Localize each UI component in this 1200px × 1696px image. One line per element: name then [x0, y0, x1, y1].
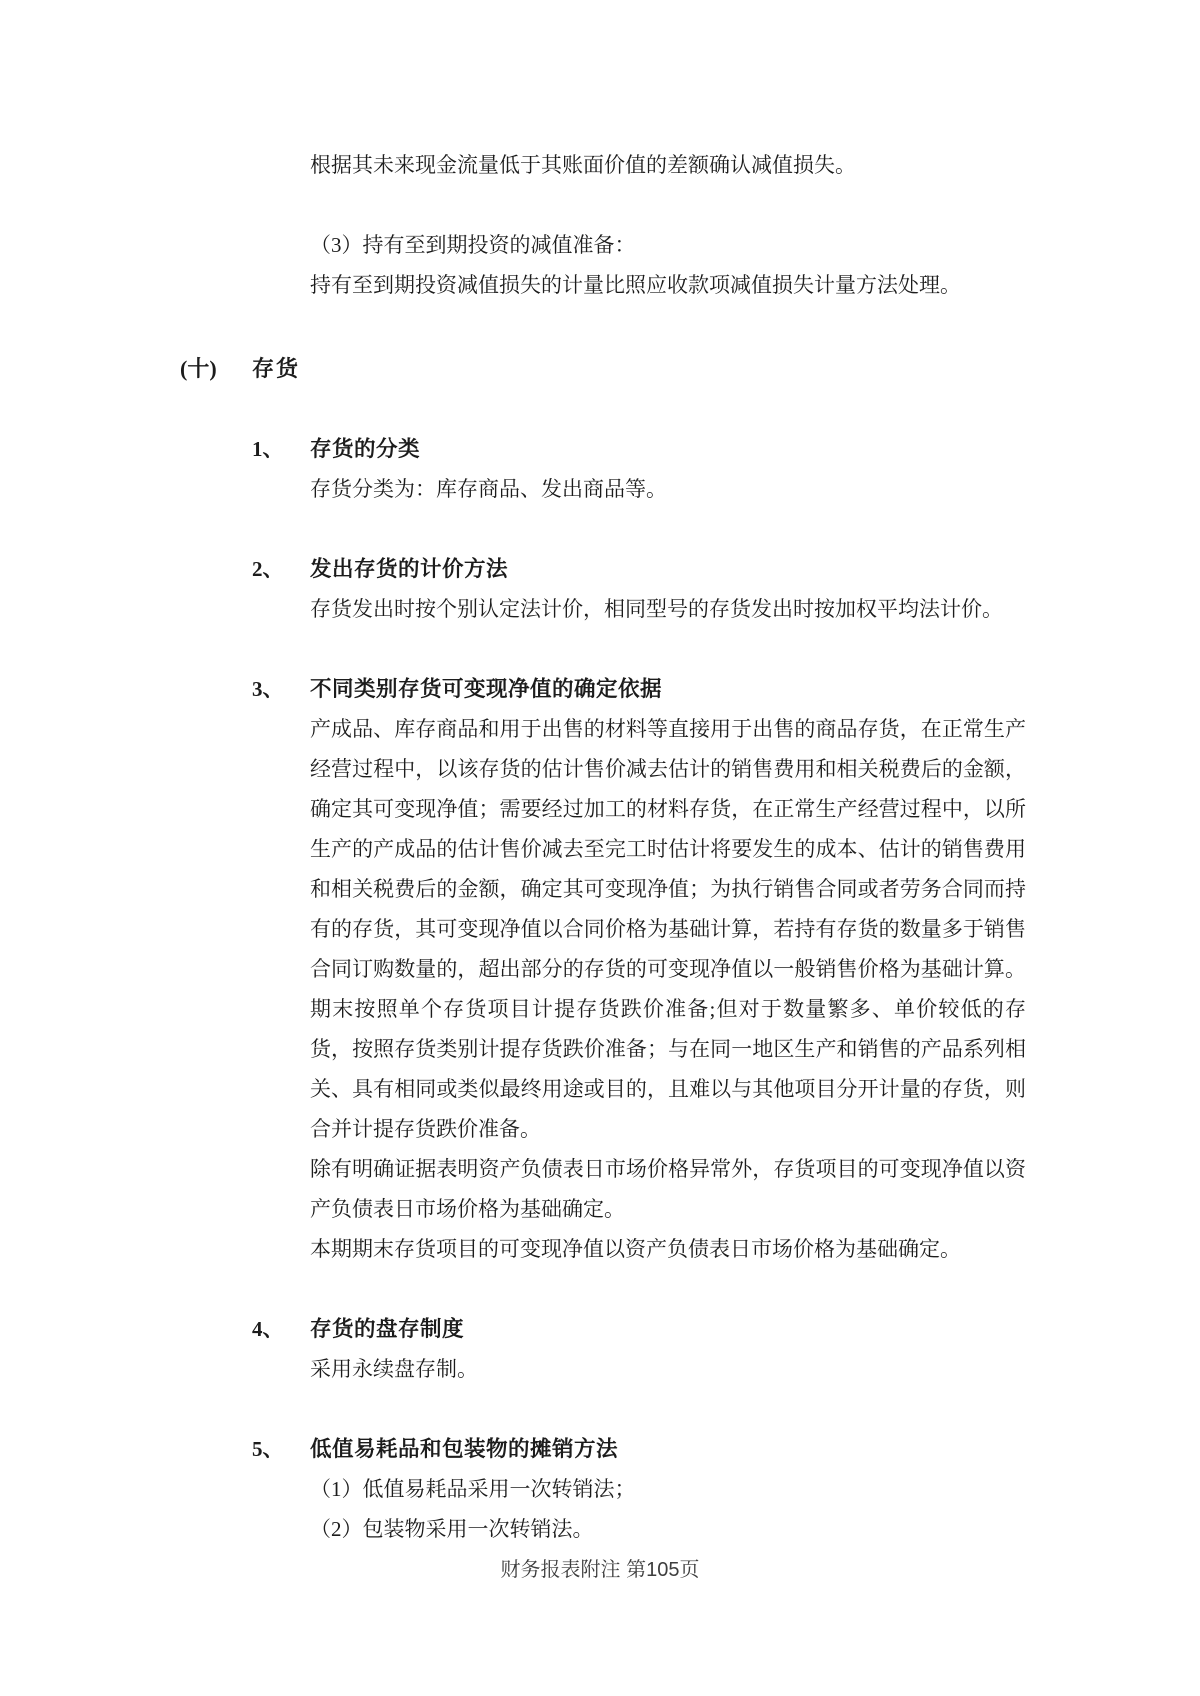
item-number: 2、 — [252, 557, 284, 581]
item-number: 5、 — [252, 1437, 284, 1461]
list-item — [252, 429, 1026, 509]
item-paragraph: 采用永续盘存制。 — [310, 1357, 478, 1381]
item-heading: 低值易耗品和包装物的摊销方法 — [310, 1437, 619, 1461]
item-number: 4、 — [252, 1317, 284, 1341]
item-paragraph: （1）低值易耗品采用一次转销法； — [310, 1477, 636, 1501]
item-number: 3、 — [252, 677, 284, 701]
item-heading: 发出存货的计价方法 — [310, 557, 509, 581]
item-paragraph: 本期期末存货项目的可变现净值以资产负债表日市场价格为基础确定。 — [310, 1237, 961, 1261]
item-body — [310, 469, 1026, 509]
section-title: 存货 — [252, 356, 301, 381]
list-item — [252, 669, 1026, 1269]
item-heading: 不同类别存货可变现净值的确定依据 — [310, 677, 663, 701]
spacer — [310, 305, 1026, 349]
item-paragraph: 存货分类为：库存商品、发出商品等。 — [310, 477, 667, 501]
item-number: 1、 — [252, 437, 284, 461]
item-body — [310, 1469, 1026, 1549]
item-heading-row — [252, 1309, 1026, 1349]
item-paragraph: 产成品、库存商品和用于出售的材料等直接用于出售的商品存货，在正常生产经营过程中，以该存货的估计售价减去估计的销售费用和相关税费后的金额，确定其可变现净值；需要经过加工的材料存货，在正常生产经营过程中，以所生产的产成品的估计售价减去至完工时估计将要发生的成本、估计的销售费用和相关税费后的金额，确定其可变现净值；为执行销售合同或者劳务合同而持有的存货，其可变现净值以合同价格为基础计算，若持有存货的数量多于销售合同订购数量的，超出部分的存货的可变现净值以一般销售价格为基础计算。期末按照单个存货项目计提存货跌价准备;但对于数量繁多、单价较低的存货，按照存货类别计提存货跌价准备；与在同一地区生产和销售的产品系列相关、具有相同或类似最终用途或目的，且难以与其他项目分开计量的存货，则合并计提存货跌价准备。 — [310, 717, 1026, 1141]
item-paragraph: 除有明确证据表明资产负债表日市场价格异常外，存货项目的可变现净值以资产负债表日市场价格为基础确定。 — [310, 1157, 1026, 1221]
intro-line: 根据其未来现金流量低于其账面价值的差额确认减值损失。 — [310, 153, 856, 177]
list-item — [252, 1429, 1026, 1549]
item-paragraph: 存货发出时按个别认定法计价，相同型号的存货发出时按加权平均法计价。 — [310, 597, 1003, 621]
item-body — [310, 709, 1026, 1269]
item-heading: 存货的盘存制度 — [310, 1317, 465, 1341]
item-heading-row — [252, 669, 1026, 709]
intro-line: 持有至到期投资减值损失的计量比照应收款项减值损失计量方法处理。 — [310, 273, 961, 297]
item-heading-row — [252, 1429, 1026, 1469]
item-heading-row — [252, 549, 1026, 589]
section-marker: (十) — [180, 356, 217, 381]
item-body — [310, 1349, 1026, 1389]
item-body — [310, 589, 1026, 629]
item-paragraph: （2）包装物采用一次转销法。 — [310, 1517, 594, 1541]
item-heading-row — [252, 429, 1026, 469]
document-body — [180, 145, 1026, 1549]
item-heading: 存货的分类 — [310, 437, 421, 461]
list-item — [252, 549, 1026, 629]
section-header — [180, 349, 1026, 389]
spacer — [310, 185, 1026, 225]
list-item — [252, 1309, 1026, 1389]
intro-subheading: （3）持有至到期投资的减值准备： — [310, 233, 636, 257]
footer-page-label: 财务报表附注 第105页 — [500, 1559, 700, 1581]
